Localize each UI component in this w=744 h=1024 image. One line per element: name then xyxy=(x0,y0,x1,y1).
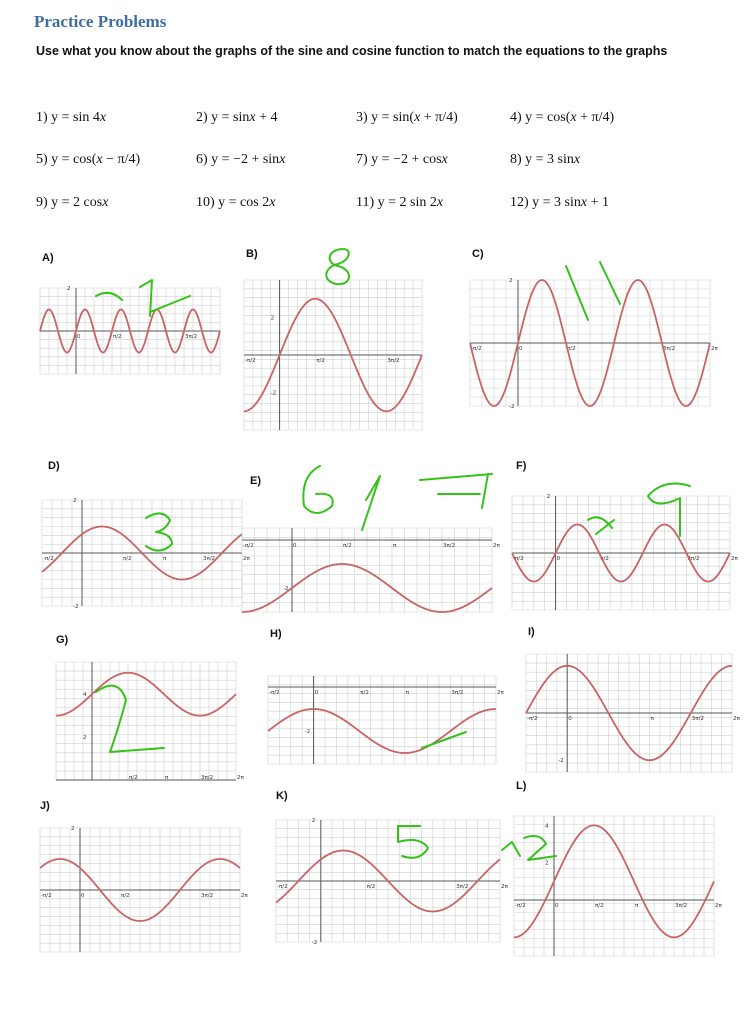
x-tick-label: 2π xyxy=(500,884,508,890)
equation-10: 10) y = cos 2x xyxy=(196,195,276,210)
x-tick-label: π xyxy=(162,556,167,562)
x-tick-label: 0 xyxy=(293,543,297,549)
graph-a xyxy=(40,288,220,374)
x-tick-label: 2π xyxy=(732,716,740,722)
graph-f xyxy=(512,494,738,610)
graph-label-b: B) xyxy=(246,248,258,260)
equation-7: 7) y = −2 + cosx xyxy=(356,152,448,167)
y-tick-label: 2 xyxy=(71,826,75,832)
x-tick-label: π xyxy=(392,543,397,549)
x-tick-label: 3π/2 xyxy=(200,893,214,899)
x-tick-label: 2π xyxy=(240,893,248,899)
graph-label-e: E) xyxy=(250,475,261,487)
x-tick-label: -π/2 xyxy=(471,346,482,352)
y-tick-label: -2 xyxy=(304,729,311,735)
y-tick-label: 2 xyxy=(83,735,87,742)
graph-label-g: G) xyxy=(56,634,69,646)
y-tick-label: -2 xyxy=(270,390,277,397)
x-tick-label: π/2 xyxy=(360,690,369,696)
y-tick-label: -2 xyxy=(311,940,318,946)
graph-label-f: F) xyxy=(516,460,527,472)
y-tick-label: -2 xyxy=(558,758,564,765)
x-tick-label: -π/2 xyxy=(277,884,288,890)
y-tick-label: 4 xyxy=(545,823,549,830)
x-tick-label: 3π/2 xyxy=(451,690,464,696)
x-tick-label: π xyxy=(634,903,639,909)
y-tick-label: 2 xyxy=(270,315,275,322)
equation-2: 2) y = sinx + 4 xyxy=(196,110,278,125)
graph-label-d: D) xyxy=(48,460,60,472)
x-tick-label: π/2 xyxy=(112,334,122,340)
y-tick-label: 2 xyxy=(311,818,316,824)
x-tick-label: π/2 xyxy=(128,775,138,781)
x-tick-label: π/2 xyxy=(122,556,132,562)
x-tick-label: -π/2 xyxy=(527,716,538,722)
y-tick-label: 2 xyxy=(67,286,71,292)
x-tick-label: 3π/2 xyxy=(184,334,198,340)
graph-l xyxy=(514,816,722,956)
x-tick-label: 2π xyxy=(242,556,250,562)
hw-b-8 xyxy=(326,249,349,284)
x-tick-label: π/2 xyxy=(594,903,604,909)
graph-b xyxy=(244,280,422,430)
equation-12: 12) y = 3 sinx + 1 xyxy=(510,195,610,210)
x-tick-label: π xyxy=(650,716,654,722)
x-tick-label: 3π/2 xyxy=(687,556,700,562)
x-tick-label: 2π xyxy=(714,903,722,909)
y-tick-label: -2 xyxy=(73,604,79,610)
x-tick-label: -π/2 xyxy=(515,903,526,909)
graph-label-l: L) xyxy=(516,780,527,792)
graph-c xyxy=(470,278,718,410)
equation-4: 4) y = cos(x + π/4) xyxy=(510,110,615,125)
y-tick-label: -2 xyxy=(283,586,289,592)
equation-11: 11) y = 2 sin 2x xyxy=(356,195,444,210)
x-tick-label: 2π xyxy=(730,556,738,562)
graph-h xyxy=(268,676,504,764)
graph-label-c: C) xyxy=(472,248,484,260)
x-tick-label: 0 xyxy=(556,556,561,562)
equation-1: 1) y = sin 4x xyxy=(36,110,107,125)
graph-label-i: I) xyxy=(528,626,535,638)
y-tick-label: 2 xyxy=(545,860,549,867)
graph-d xyxy=(42,498,250,610)
x-tick-label: -π/2 xyxy=(243,543,254,549)
graph-e xyxy=(242,528,500,612)
y-tick-label: 2 xyxy=(509,278,513,284)
x-tick-label: 2π xyxy=(496,690,504,696)
x-tick-label: 2π xyxy=(492,543,500,549)
graph-k xyxy=(276,818,508,946)
graph-label-a: A) xyxy=(42,252,54,264)
x-tick-label: 3π/2 xyxy=(387,358,400,364)
equation-9: 9) y = 2 cosx xyxy=(36,195,109,210)
graph-i xyxy=(526,654,740,772)
x-tick-label: 0 xyxy=(81,893,85,899)
x-tick-label: 3π/2 xyxy=(674,903,688,909)
x-tick-label: 3π/2 xyxy=(202,556,216,562)
x-tick-label: -π/2 xyxy=(41,893,52,899)
y-tick-label: 2 xyxy=(546,494,551,500)
equation-8: 8) y = 3 sinx xyxy=(510,152,581,167)
x-tick-label: 3π/2 xyxy=(442,543,456,549)
x-tick-label: π/2 xyxy=(342,543,352,549)
graph-j xyxy=(40,826,248,952)
x-tick-label: 3π/2 xyxy=(456,884,469,890)
graph-label-k: K) xyxy=(276,790,288,802)
page-title: Practice Problems xyxy=(34,12,167,31)
x-tick-label: π/2 xyxy=(566,346,576,352)
instructions: Use what you know about the graphs of the sine and cosine function to match the equations to the graphs xyxy=(36,44,668,58)
x-tick-label: π/2 xyxy=(316,358,325,364)
x-tick-label: π/2 xyxy=(366,884,376,890)
x-tick-label: 2π xyxy=(710,346,718,352)
x-tick-label: 0 xyxy=(77,334,81,340)
x-tick-label: -π/2 xyxy=(513,556,524,562)
equation-5: 5) y = cos(x − π/4) xyxy=(36,152,141,167)
x-tick-label: 0 xyxy=(519,346,523,352)
x-tick-label: 0 xyxy=(568,716,572,722)
x-tick-label: 3π/2 xyxy=(662,346,676,352)
y-tick-label: 2 xyxy=(73,498,77,504)
x-tick-label: π/2 xyxy=(600,556,609,562)
x-tick-label: 2π xyxy=(236,775,244,781)
graph-label-h: H) xyxy=(270,628,282,640)
graph-label-j: J) xyxy=(40,800,50,812)
x-tick-label: π xyxy=(405,690,410,696)
equation-6: 6) y = −2 + sinx xyxy=(196,152,286,167)
x-tick-label: π xyxy=(164,775,169,781)
hw-e-67 xyxy=(303,466,492,530)
x-tick-label: -π/2 xyxy=(269,690,280,696)
x-tick-label: 3π/2 xyxy=(691,716,704,722)
x-tick-label: π/2 xyxy=(120,893,130,899)
graph-g xyxy=(56,662,244,781)
x-tick-label: -π/2 xyxy=(43,556,54,562)
y-tick-label: 4 xyxy=(83,692,87,699)
y-tick-label: -2 xyxy=(509,404,515,410)
x-tick-label: 0 xyxy=(555,903,559,909)
x-tick-label: -π/2 xyxy=(245,358,256,364)
x-tick-label: 0 xyxy=(314,690,319,696)
equation-3: 3) y = sin(x + π/4) xyxy=(356,110,458,125)
x-tick-label: 3π/2 xyxy=(200,775,214,781)
